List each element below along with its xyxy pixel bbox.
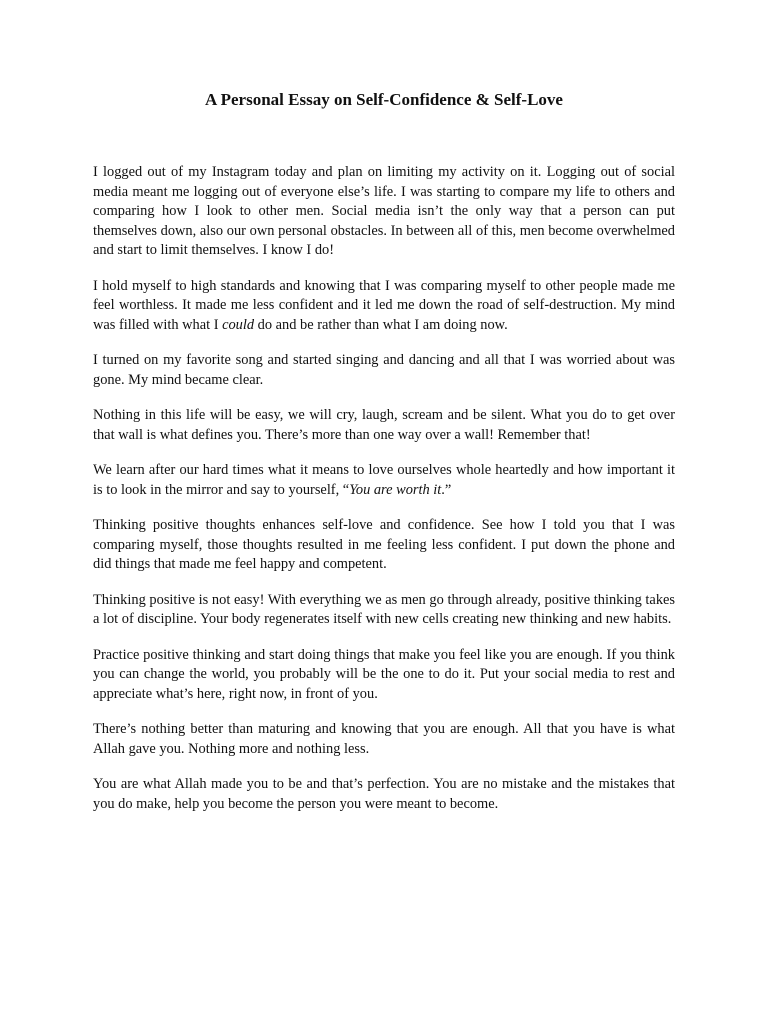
document-body [93,163,675,830]
paragraph-text: I turned on my favorite song and started singing and dancing and all that I was worried about was gone. My mind became clear. [93,352,675,388]
paragraph-text: do and be rather than what I am doing now. [254,316,508,333]
paragraph-text: I logged out of my Instagram today and plan on limiting my activity on it. Logging out of social media meant me logging out of everyone else’s life. I was starting to compare my life to others and comparing how I look to other men. Social media isn’t the only way that a person can put themselves down, also our own personal obstacles. In between all of this, men become overwhelmed and start to limit themselves. I know I do! [93,164,675,258]
paragraph-text: Thinking positive thoughts enhances self-love and confidence. See how I told you that I was comparing myself, those thoughts resulted in me feeling less confident. I put down the phone and did things that made me feel happy and competent. [93,517,675,572]
paragraph-text: You are what Allah made you to be and that’s perfection. You are no mistake and the mistakes that you do make, help you become the person you were meant to become. [93,776,675,812]
paragraph-6 [93,516,675,575]
paragraph-1 [93,163,675,261]
document-title: A Personal Essay on Self-Confidence & Self-Love [205,90,563,109]
paragraph-8 [93,646,675,705]
paragraph-text: .” [441,481,452,498]
emphasis-text: You are worth it [349,481,442,498]
paragraph-9 [93,720,675,759]
paragraph-10 [93,775,675,814]
paragraph-2 [93,277,675,336]
paragraph-5 [93,461,675,500]
paragraph-text: Practice positive thinking and start doing things that make you feel like you are enough. If you think you can change the world, you probably will be the one to do it. Put your social media to rest and appreciate what’s here, right now, in front of you. [93,646,675,702]
paragraph-text: We learn after our hard times what it means to love ourselves whole heartedly and how important it is to look in the mirror and say to yourself, “ [93,462,675,498]
paragraph-3 [93,351,675,390]
paragraph-4 [93,406,675,445]
paragraph-text: I hold myself to high standards and knowing that I was comparing myself to other people made me feel worthless. It made me less confident and it led me down the road of self-destruction. My mind was filled with what I [93,277,675,333]
emphasis-text: could [222,316,255,333]
paragraph-text: Thinking positive is not easy! With everything we as men go through already, positive thinking takes a lot of discipline. Your body regenerates itself with new cells creating new thinking and new habits. [93,591,675,627]
paragraph-text: Nothing in this life will be easy, we will cry, laugh, scream and be silent. What you do to get over that wall is what defines you. There’s more than one way over a wall! Remember that! [93,407,675,443]
paragraph-text: There’s nothing better than maturing and knowing that you are enough. All that you have is what Allah gave you. Nothing more and nothing less. [93,721,675,757]
paragraph-7 [93,591,675,630]
